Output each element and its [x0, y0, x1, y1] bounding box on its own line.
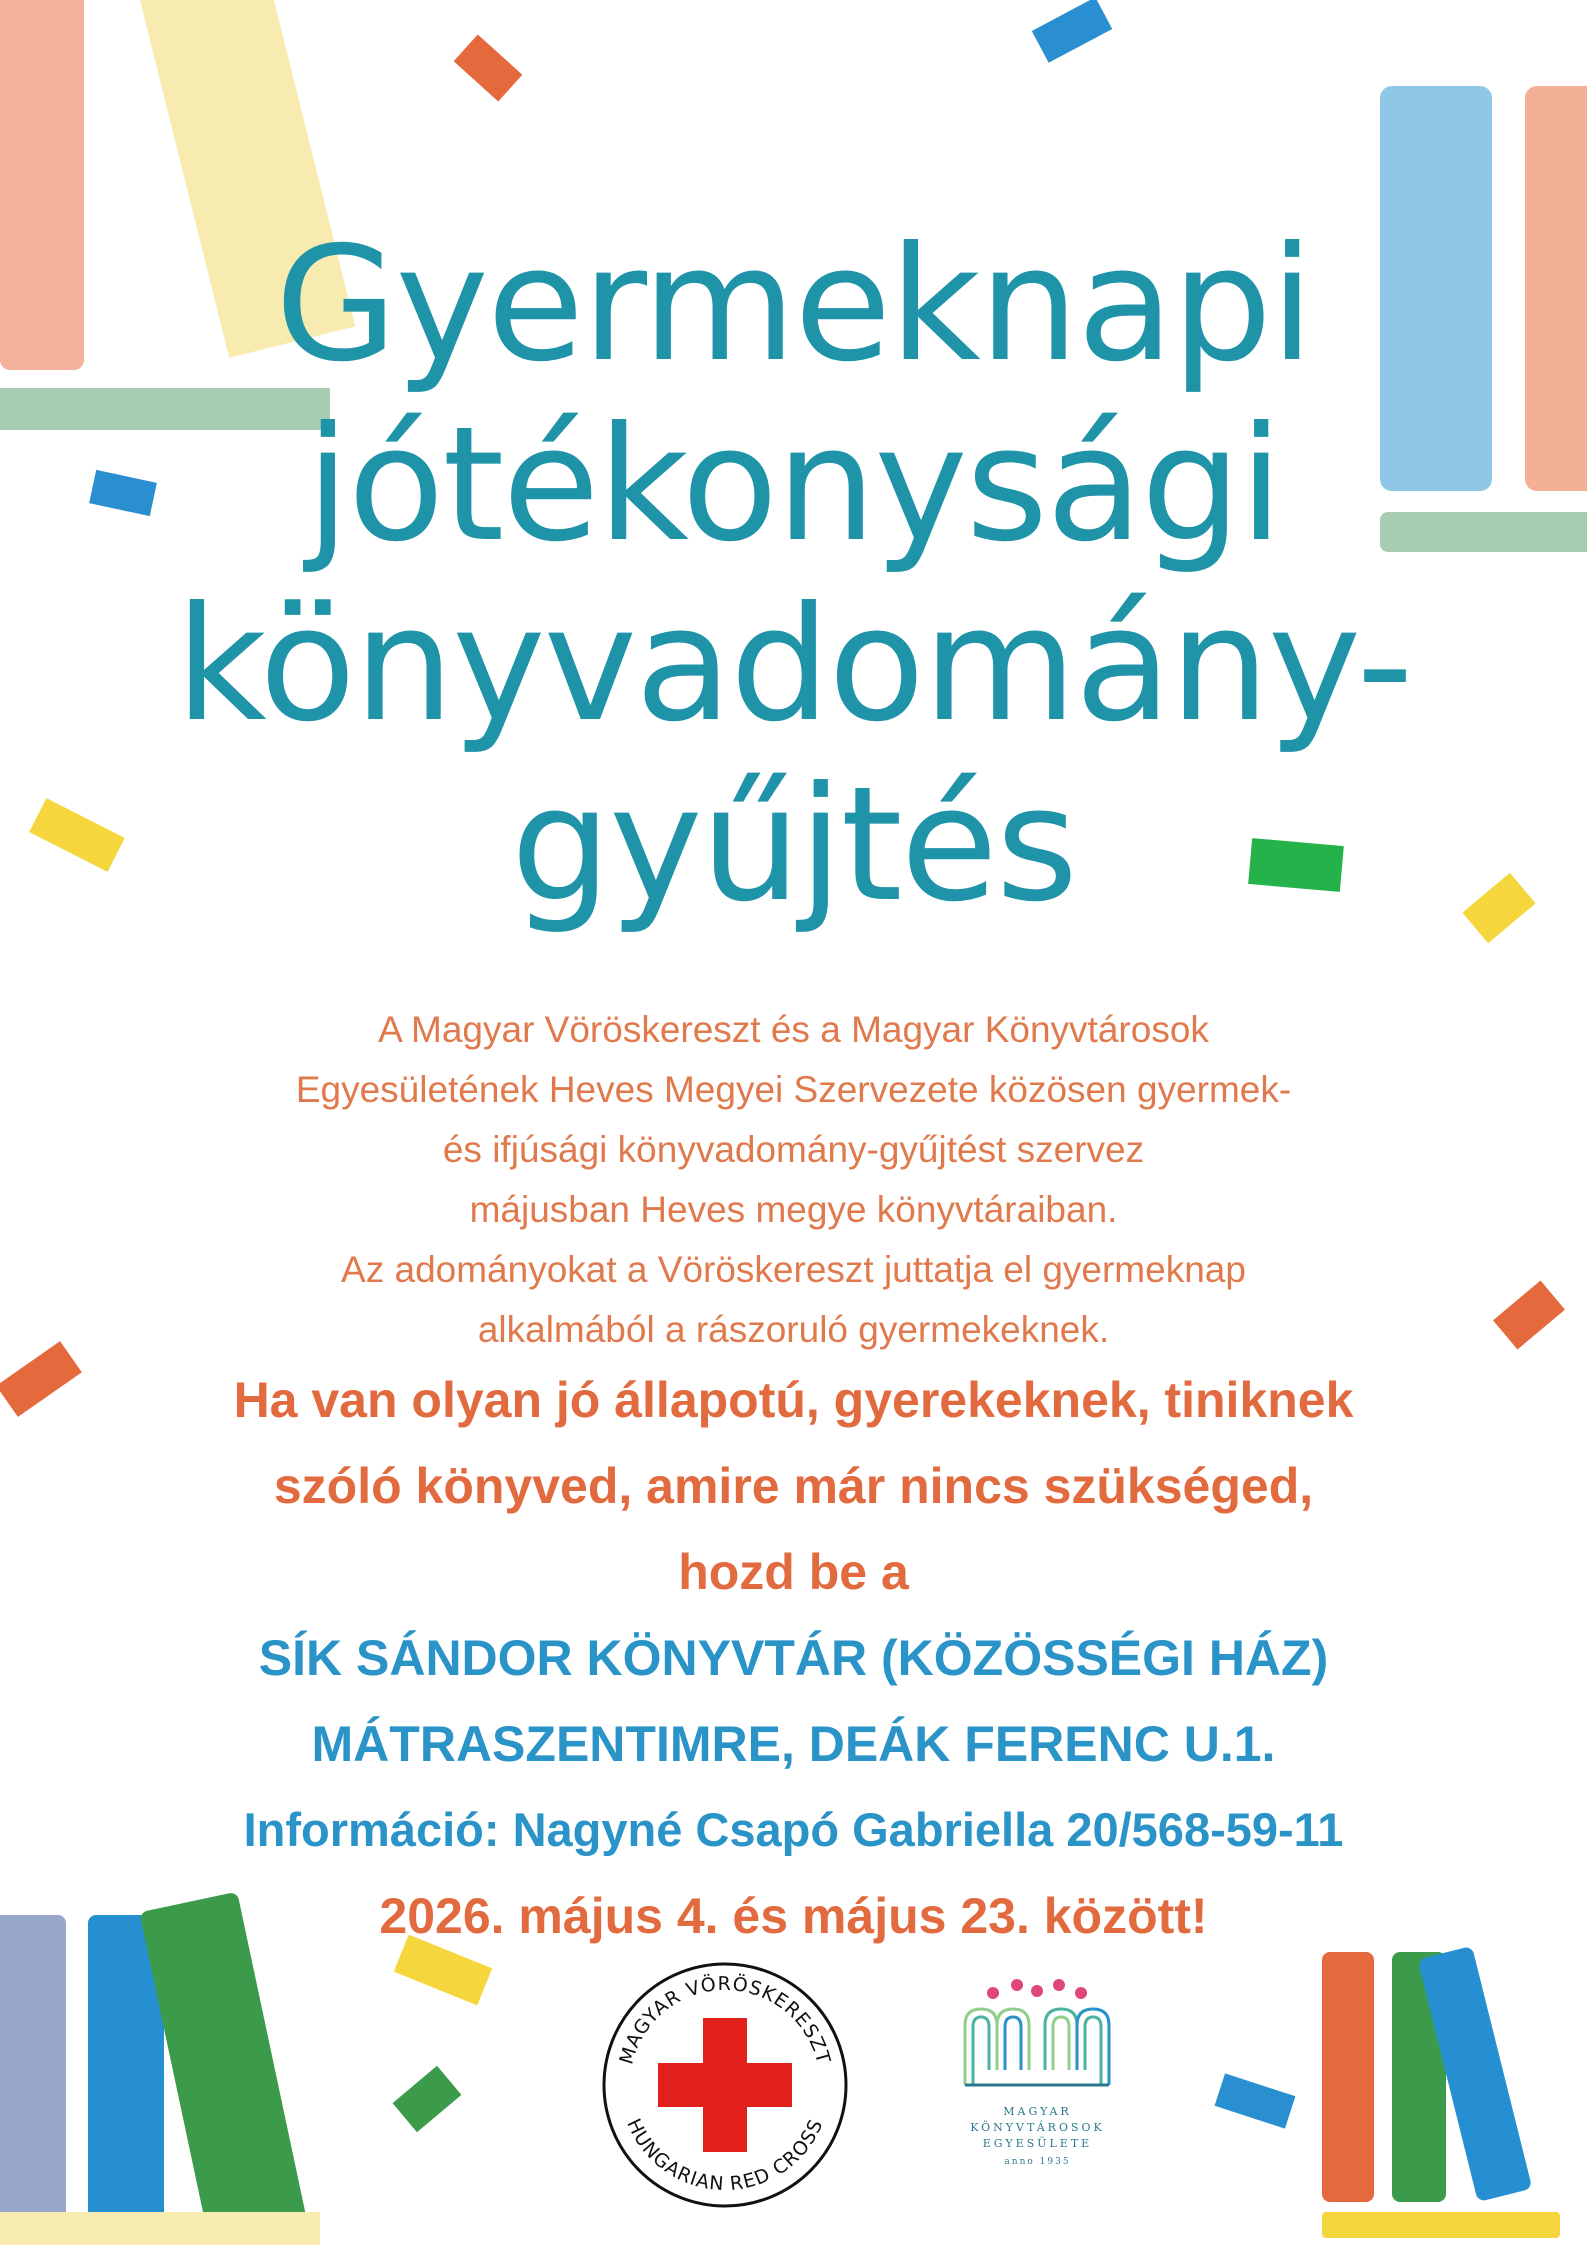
mke-line-1: MAGYAR [1003, 2105, 1072, 2118]
confetti-green-2 [393, 2066, 462, 2132]
book-orange-bottom-right [1322, 1952, 1374, 2202]
title-line-1: Gyermeknapi [274, 213, 1313, 397]
poster-title [0, 215, 1587, 935]
confetti-orange-1 [454, 35, 523, 102]
intro-line-3: és ifjúsági könyvadomány-gyűjtést szervez [442, 1129, 1145, 1170]
mke-line-3: EGYESÜLETE [982, 2137, 1093, 2150]
library-name: SÍK SÁNDOR KÖNYVTÁR (KÖZÖSSÉGI HÁZ) [258, 1630, 1329, 1686]
intro-line-5: Az adományokat a Vöröskereszt juttatja el gyermeknap [341, 1249, 1246, 1290]
red-cross-top-text: MAGYAR VÖRÖSKERESZT [615, 1972, 835, 2067]
shelf-yellow-bottom-right [1322, 2212, 1560, 2238]
title-line-2: jótékonysági [305, 393, 1282, 577]
intro-line-6: alkalmából a rászoruló gyermekeknek. [477, 1309, 1110, 1350]
intro-line-2: Egyesületének Heves Megyei Szervezete közösen gyermek- [295, 1069, 1292, 1110]
confetti-blue-1 [1032, 0, 1112, 63]
callout-block [0, 1357, 1587, 1959]
callout-line-1: Ha van olyan jó állapotú, gyerekeknek, tiniknek [233, 1372, 1354, 1428]
mke-line-2: KÖNYVTÁROSOK [970, 2121, 1105, 2134]
mke-line-4: anno 1935 [1004, 2157, 1071, 2167]
contact-info: Információ: Nagyné Csapó Gabriella 20/568-59-11 [243, 1803, 1344, 1856]
event-dates: 2026. május 4. és május 23. között! [379, 1888, 1208, 1944]
mke-logo [955, 1975, 1120, 2190]
book-lavender-bottom-left [0, 1915, 66, 2245]
title-line-3: könyvadomány- [175, 573, 1412, 757]
red-cross-logo [600, 1960, 850, 2210]
red-cross-bottom-text: HUNGARIAN RED CROSS [622, 2115, 828, 2196]
intro-line-1: A Magyar Vöröskereszt és a Magyar Könyvtárosok [378, 1009, 1209, 1050]
confetti-blue-3 [1215, 2073, 1296, 2128]
callout-line-2: szóló könyved, amire már nincs szükséged, [273, 1458, 1314, 1514]
title-line-4: gyűjtés [510, 753, 1077, 937]
mke-emblem-icon [955, 1975, 1120, 2100]
callout-line-3: hozd be a [678, 1544, 909, 1600]
shelf-yellow-bottom-left [0, 2212, 320, 2245]
intro-paragraph [0, 1000, 1587, 1360]
library-address: MÁTRASZENTIMRE, DEÁK FERENC U.1. [311, 1716, 1276, 1772]
intro-line-4: májusban Heves megye könyvtáraiban. [469, 1189, 1118, 1230]
